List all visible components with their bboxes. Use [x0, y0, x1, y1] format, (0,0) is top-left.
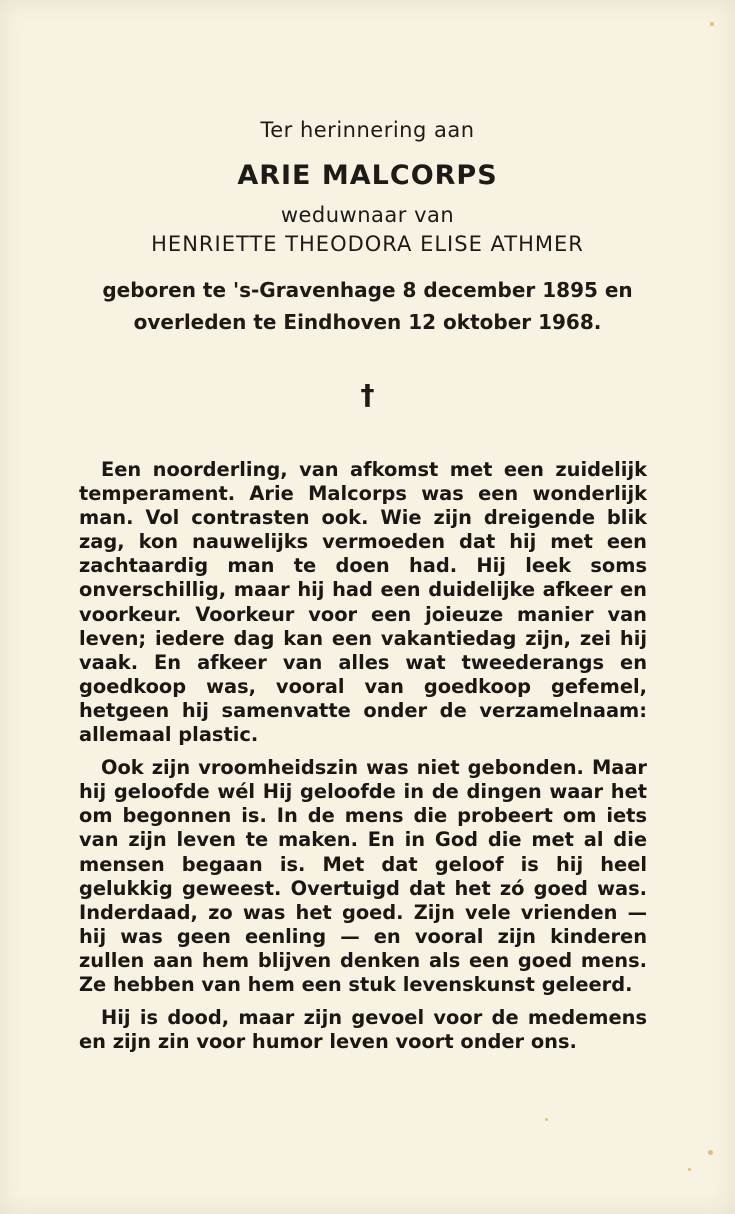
eulogy-paragraph-1: Een noorderling, van afkomst met een zuidelijk temperament. Arie Malcorps was een wonderlijk man. Vol contrasten ook. Wie zijn dreigende blik zag, kon nauwelijks vermoeden dat hij met een zachtaardig man te doen had. Hij leek soms onverschillig, maar hij had een duidelijke afkeer en voorkeur. Voorkeur voor een joieuze manier van leven; iedere dag kan een vakantiedag zijn, zei hij vaak. En afkeer van alles wat tweederangs en goedkoop was, vooral van goedkoop gefemel, hetgeen hij samenvatte onder de verzamelnaam: allemaal plastic. [79, 458, 647, 747]
eulogy-text [79, 458, 647, 1054]
life-dates [0, 274, 735, 338]
paper-speck [545, 1118, 548, 1121]
deceased-name: ARIE MALCORPS [237, 160, 498, 191]
eulogy-paragraph-2: Ook zijn vroomheidszin was niet gebonden. Maar hij geloofde wél Hij geloofde in de dingen waar het om begonnen is. In de mens die probeert om iets van zijn leven te maken. En in God die met al die mensen begaan is. Met dat geloof is hij heel gelukkig geweest. Overtuigd dat het zó goed was. Inderdaad, zo was het goed. Zijn vele vrienden — hij was geen eenling — en vooral zijn kinderen zullen aan hem blijven denken als een goed mens. Ze hebben van hem een stuk levenskunst geleerd. [79, 756, 647, 996]
birth-line: geboren te 's-Gravenhage 8 december 1895 en [102, 278, 633, 302]
eulogy-paragraph-3: Hij is dood, maar zijn gevoel voor de medemens en zijn zin voor humor leven voort onder ons. [79, 1006, 647, 1054]
spouse-name: HENRIETTE THEODORA ELISE ATHMER [151, 232, 584, 256]
paper-speck [688, 1168, 691, 1171]
paper-speck [708, 1150, 713, 1155]
relation-text: weduwnaar van [280, 203, 455, 227]
death-line: overleden te Eindhoven 12 oktober 1968. [133, 310, 602, 334]
paper-speck [710, 22, 714, 26]
cross-icon: † [360, 378, 375, 411]
intro-text: Ter herinnering aan [260, 118, 475, 142]
